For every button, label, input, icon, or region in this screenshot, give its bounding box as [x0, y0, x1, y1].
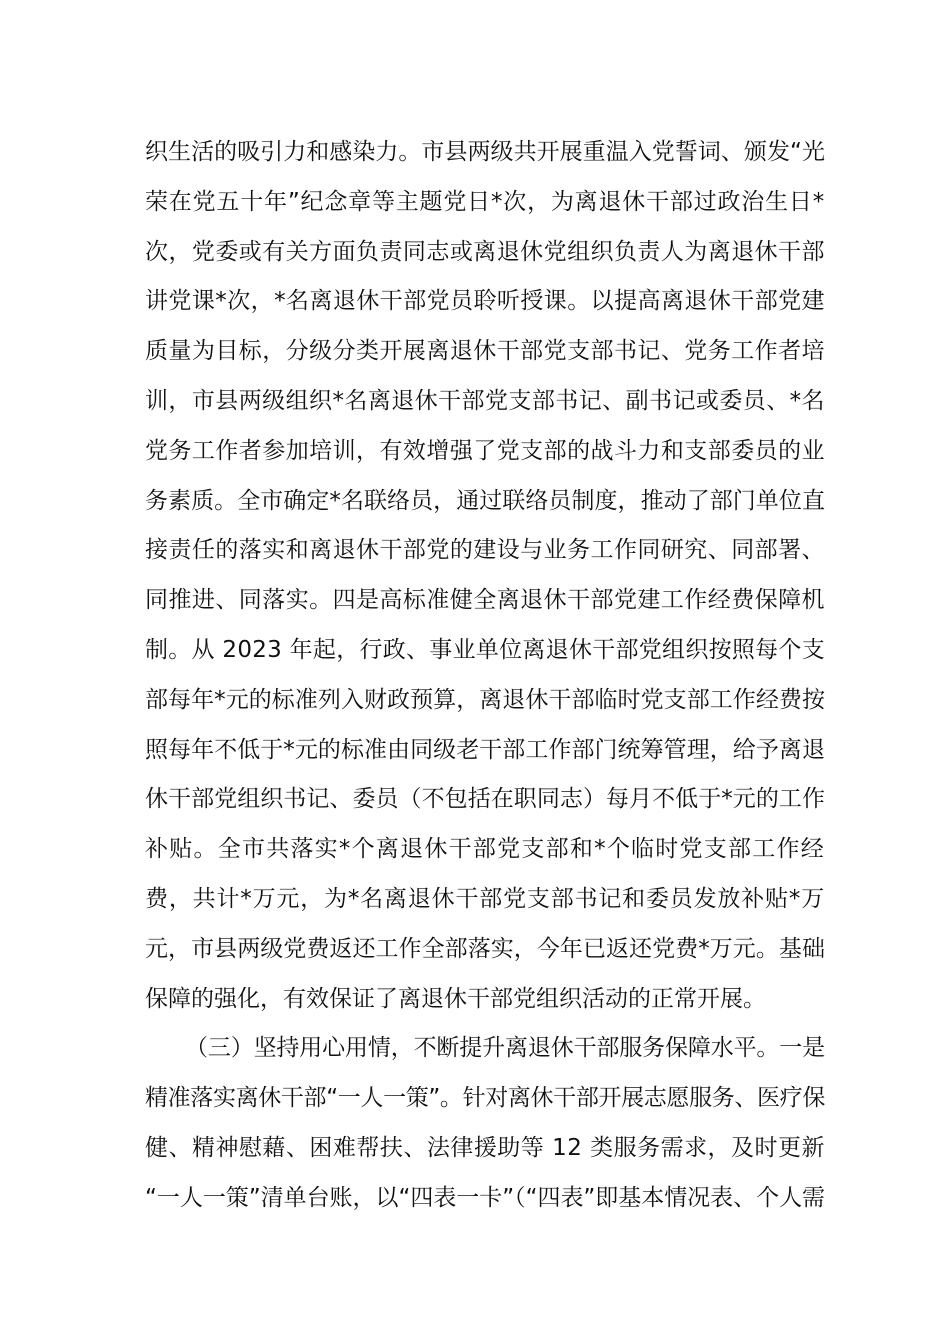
- text-line: 同推进、同落实。四是高标准健全离退休干部党建工作经费保障机: [145, 587, 825, 614]
- text-line: 元，市县两级党费返还工作全部落实，今年已返还党费*万元。基础: [145, 935, 825, 962]
- text-line: 荣在党五十年”纪念章等主题党日*次，为离退休干部过政治生日*: [145, 188, 826, 215]
- text-line: 质量为目标，分级分类开展离退休干部党支部书记、党务工作者培: [145, 338, 825, 365]
- text-line: 费，共计*万元，为*名离退休干部党支部书记和委员发放补贴*万: [145, 885, 826, 912]
- text-line: 制。从 2023 年起，行政、事业单位离退休干部党组织按照每个支: [145, 636, 825, 663]
- text-line: 务素质。全市确定*名联络员，通过联络员制度，推动了部门单位直: [145, 487, 825, 514]
- section-heading-line: （三）坚持用心用情，不断提升离退休干部服务保障水平。一是: [185, 1035, 825, 1062]
- text-line: 次，党委或有关方面负责同志或离退休党组织负责人为离退休干部: [145, 238, 825, 265]
- text-line: 休干部党组织书记、委员（不包括在职同志）每月不低于*元的工作: [145, 786, 825, 813]
- text-line: 精准落实离休干部“一人一策”。针对离休干部开展志愿服务、医疗保: [145, 1085, 825, 1112]
- text-line: 接责任的落实和离退休干部党的建设与业务工作同研究、同部署、: [145, 537, 825, 564]
- text-line: 训，市县两级组织*名离退休干部党支部书记、副书记或委员、*名: [145, 387, 825, 414]
- body-text: [145, 128, 825, 1224]
- text-line: 党务工作者参加培训，有效增强了党支部的战斗力和支部委员的业: [145, 437, 825, 464]
- text-line: 补贴。全市共落实*个离退休干部党支部和*个临时党支部工作经: [145, 836, 825, 863]
- text-line: 部每年*元的标准列入财政预算，离退休干部临时党支部工作经费按: [145, 686, 825, 713]
- text-line: 照每年不低于*元的标准由同级老干部工作部门统筹管理，给予离退: [145, 736, 825, 763]
- text-line: 讲党课*次，*名离退休干部党员聆听授课。以提高离退休干部党建: [145, 288, 825, 315]
- text-line: 保障的强化，有效保证了离退休干部党组织活动的正常开展。: [145, 985, 766, 1012]
- text-line: 织生活的吸引力和感染力。市县两级共开展重温入党誓词、颁发“光: [145, 139, 825, 165]
- text-line: “一人一策”清单台账，以“四表一卡”（“四表”即基本情况表、个人需: [145, 1184, 826, 1211]
- text-line: 健、精神慰藉、困难帮扶、法律援助等 12 类服务需求，及时更新: [145, 1134, 825, 1161]
